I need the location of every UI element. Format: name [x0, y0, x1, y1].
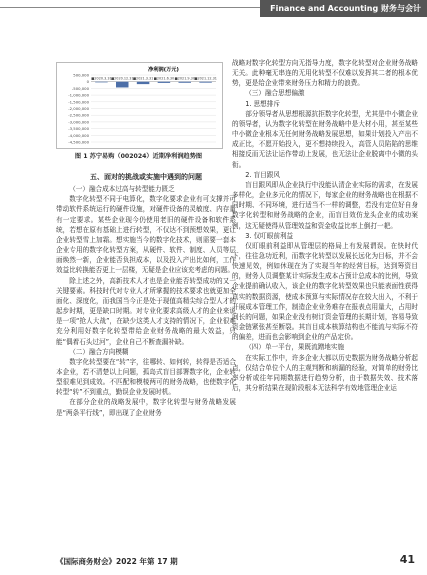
page-number: 41	[399, 553, 415, 566]
bar	[137, 82, 150, 84]
y-tick-label: 0	[86, 79, 89, 85]
subsection-heading-3: （三）融合思想偏激	[245, 89, 305, 98]
x-tick-label: ■2020.3.31	[91, 76, 112, 81]
y-tick-label: -1,500,000	[68, 99, 89, 105]
subsection-heading-1: （一）融合成本过高与转型能力匮乏	[69, 185, 175, 194]
bar	[179, 82, 192, 83]
x-tick-label: ■2021.6.30	[153, 76, 175, 81]
paragraph: 仅盯眼前利益即从管理层的格局上有发展谓误。在快时代下，往往急功近利，而数字化转型以发展长远化为目标，并不会快速见效，例如休现在为了实现当年的经营目标，达到筹资目的，财务人员调整某计实际发生成本占预计总成本的比例，导致企业提前确认收入，该企业的数字化转型效果也只能表面性获得真实的数据资源，使成本预算与实际情况存在较大出入，不利于开展成本管理工作，制造企业业务难存在报表点用量大，占用时间长的问题，如果企业没有树订资金管理的长期计划，容易导致资金链紧张甚至断裂。其盲目成本核算结构也不能流与实际不符的偏差，进而也会影响到企业的产品定价。	[232, 241, 418, 342]
bar	[116, 82, 129, 88]
left-column	[56, 170, 236, 418]
journal-footer: 《国际商务财会》2022 年第 17 期	[56, 557, 178, 566]
y-tick-label: -3,000,000	[68, 119, 89, 125]
point-heading: 1. 思想排斥	[245, 99, 280, 108]
y-tick-label: -4,000,000	[68, 132, 89, 138]
page-header	[0, 0, 427, 17]
paragraph: 部分领导者从思想根源抗拒数字化转型，尤其是中小微企业的领导者，认为数字化转型在财务战略中是大材小用，甚至某些中小微企业根本无任何财务战略发展思想，如果计划投入产出不成正比，不愿开始投入，更不想持续投入，高管人员陷陷的思维相接反而无法让运作带动上发展，也无法让企业脱离中小微的头衔。	[232, 109, 418, 169]
paragraph: 在部分企业的战略发展中，数字化转型与财务战略发展是“两条平行线”，即出现了企业财务	[56, 398, 236, 417]
x-tick-label: ■2020.12.31	[110, 76, 134, 81]
y-tick-label: -2,000,000	[68, 106, 89, 111]
subsection-heading-4: （四）单一平台，果既流蹭地实施	[245, 343, 345, 352]
section-heading: 五、面对的挑战或实施中遇到的问题	[90, 173, 202, 181]
x-tick-label: ■2021.12.31	[194, 76, 217, 81]
figure-caption: 图 1 苏宁易购（002024）近期净利润趋势图	[74, 153, 203, 160]
y-tick-label: -1,000,000	[68, 92, 89, 98]
bar	[199, 82, 212, 83]
bar	[95, 82, 108, 83]
point-heading: 2. 盲目跟风	[245, 170, 280, 179]
paragraph: 战略对数字化转型方向无指导力度，数字化转型对企业财务战略无关。此种毫无串连的无用化转型不仅难以发挥其二者的根本优势，更是给企业带来财务压力和精力的浪费。	[232, 59, 418, 88]
subsection-heading-2: （二）融合方向模糊	[69, 347, 129, 356]
y-tick-label: -4,500,000	[68, 139, 89, 145]
figure-chart	[56, 62, 223, 149]
point-heading: 3. 仅叮眼前利益	[245, 231, 294, 240]
paragraph: 数字化转型要在“转”字，往哪转、如何转，转得是否适合本企业，若不清楚以上问题，孤岛式盲目部署数字化，企业转型很难见到成效。不匹配和模棱两可的财务战略，也使数字化转型“转”不到重点，勤误企业发展时机。	[56, 357, 236, 397]
x-tick-label: ■2021.9.30	[174, 76, 195, 81]
y-tick-label: -2,500,000	[68, 112, 89, 118]
bar	[158, 82, 171, 83]
paragraph: 数字化转型不同于电算化，数字化要求企业有可支撑并可带动软件系统运行的硬件设施，对硬件设备的灵敏度、内存量有一定要求。某些企业现今仍使用老旧的硬件设备和软件系统，若想在原有基础上进行转型，不仅达不到预想效果，更让企业转型雪上加霜。想实施当今的数字化技术，则需要一套本企业专用的数字化转型方案，从硬件、软件、制度、人员等层面焕然一新，企业能否负担成本，以及投入产出比如何，工作效益比转换能否更上一层楼，无疑是企业应该充考虑的问题。	[56, 195, 236, 275]
y-tick-label: 500,000	[73, 72, 89, 78]
y-tick-label: -3,500,000	[68, 126, 89, 132]
bar-chart	[57, 63, 222, 148]
paragraph: 除上述之外，高新技术人才也是企业能否转型成功的又一关键要素。科技时代对专业人才所掌握的技术要求也就更加全面化、深度化，而我国当今正是处于现值高精尖综合型人才的起步时期，更是缺口时期。对专业化要求高级人才的企业来说是一项“抢人大战”，在缺少这类人才支持的情况下，企业很难充分利用好数字化转型带给企业财务战略的最大效益，只能“偶着石头过河”，企业自己不断查漏补缺。	[56, 276, 236, 346]
x-tick-label: ■2021.3.31	[132, 76, 154, 81]
right-column	[232, 58, 418, 393]
y-tick-label: -500,000	[71, 85, 89, 91]
paragraph: 盲目跟风即从企业执行中没能认清企业实际的需求，在发展多样化，企业多元化的情况下，每家企业的财务战略也在根据不同时期、不同环境，进行适当不一样的调整，若没有定位好自身数字化转型和财务战略的企业，而盲目效仿龙头企业的成功案例，这无疑使得从管理效益和资金收益比率上倒打一耙。	[232, 180, 418, 230]
section-tag: Finance and Accounting 财务与会计	[260, 0, 427, 17]
chart-title: 净利润(万元)	[148, 67, 179, 73]
paragraph: 在实际工作中，许多企业大都以历史数据为财务战略分析起点，仅结合单位个人的主观判断和病漏的经验，对简单的财务比率分析或往年同期数据进行趋势分析，由于数据失效、技术落后，其分析结果在现阶段根本无法科学有效地管理企业运	[232, 353, 418, 392]
